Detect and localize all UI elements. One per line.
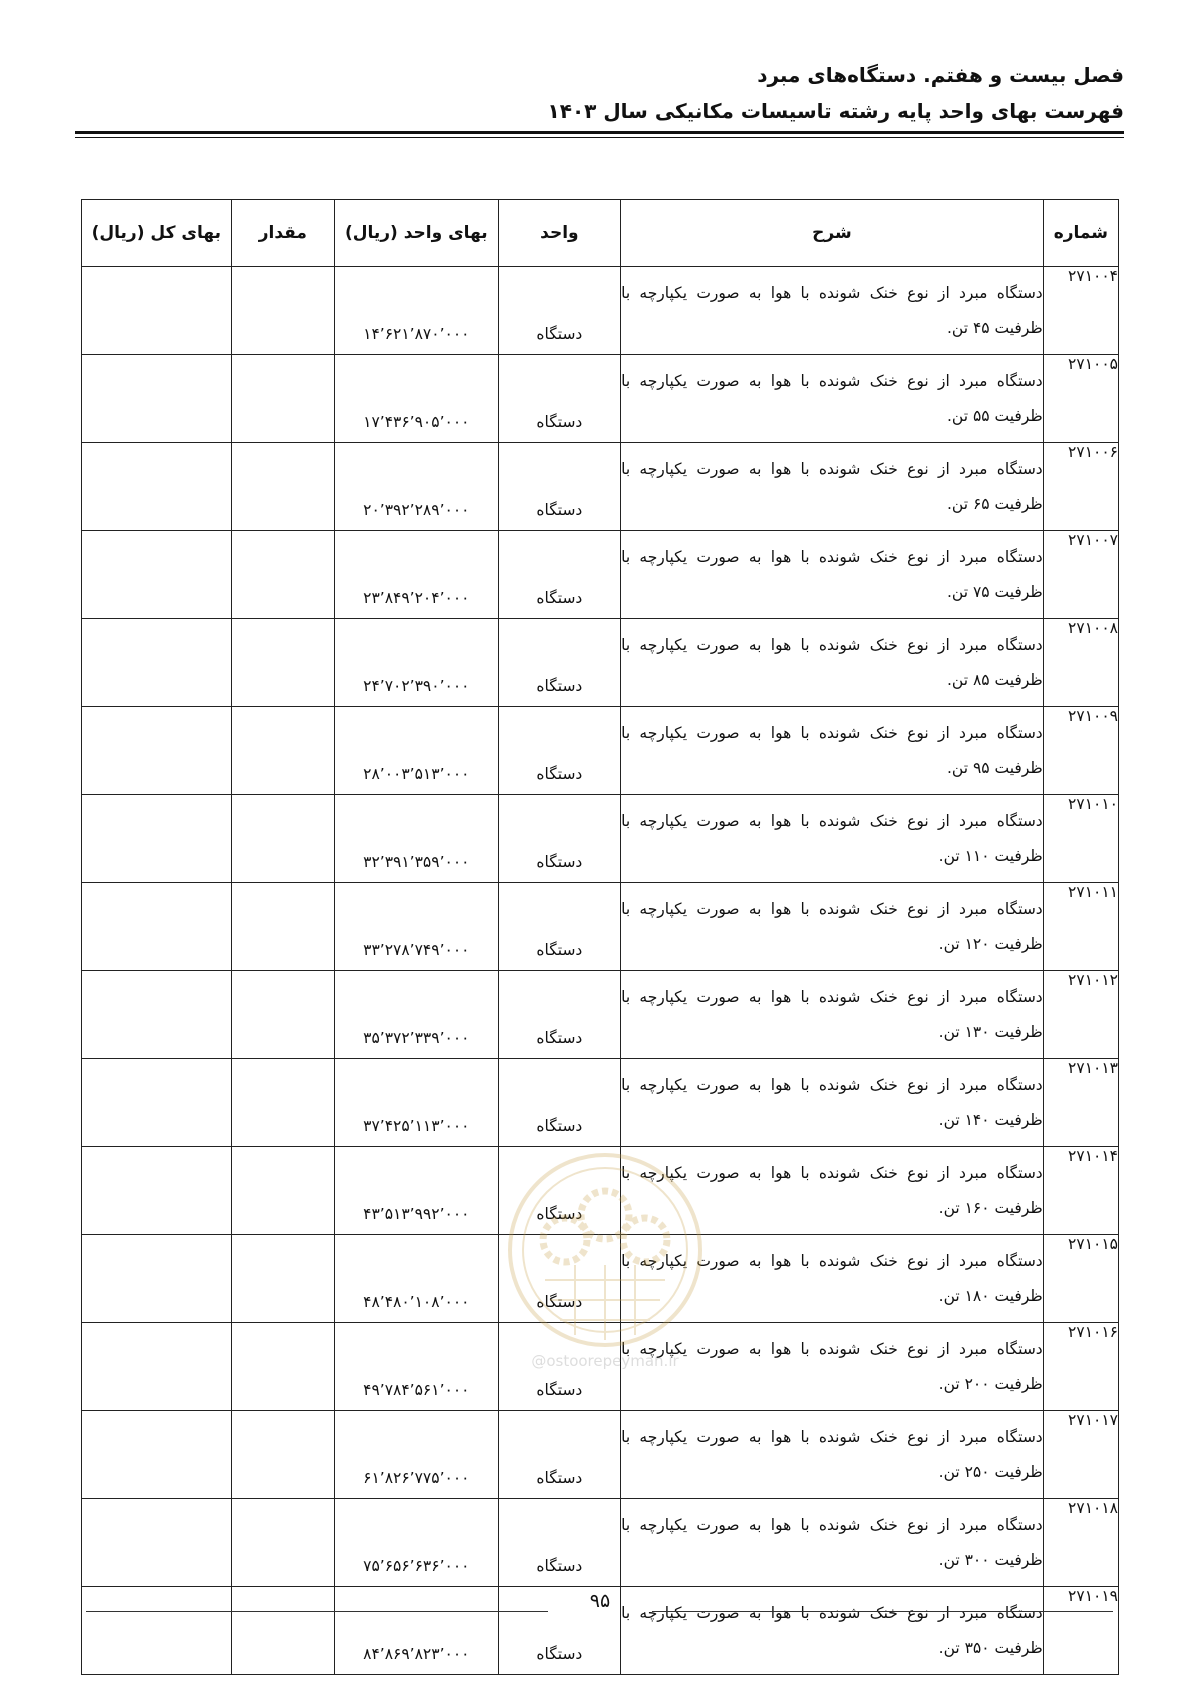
item-unit-price: ۳۲٬۳۹۱٬۳۵۹٬۰۰۰ xyxy=(335,795,499,883)
item-code: ۲۷۱۰۰۴ xyxy=(1043,267,1118,355)
item-quantity xyxy=(231,355,334,443)
item-total-price xyxy=(82,1499,232,1587)
item-total-price xyxy=(82,883,232,971)
item-quantity xyxy=(231,795,334,883)
item-quantity xyxy=(231,707,334,795)
item-unit: دستگاه xyxy=(498,1323,620,1411)
item-total-price xyxy=(82,443,232,531)
item-code: ۲۷۱۰۱۴ xyxy=(1043,1147,1118,1235)
table-row xyxy=(82,355,1119,443)
item-unit: دستگاه xyxy=(498,1499,620,1587)
item-description: دستگاه مبرد از نوع خنک شونده با هوا به صورت یکپارچه با ظرفیت ۱۸۰ تن. xyxy=(621,1235,1044,1323)
item-unit-price: ۶۱٬۸۲۶٬۷۷۵٬۰۰۰ xyxy=(335,1411,499,1499)
item-total-price xyxy=(82,531,232,619)
item-unit-price: ۲۰٬۳۹۲٬۲۸۹٬۰۰۰ xyxy=(335,443,499,531)
table-row xyxy=(82,1235,1119,1323)
item-quantity xyxy=(231,267,334,355)
item-unit: دستگاه xyxy=(498,443,620,531)
item-description: دستگاه مبرد از نوع خنک شونده با هوا به صورت یکپارچه با ظرفیت ۳۰۰ تن. xyxy=(621,1499,1044,1587)
item-code: ۲۷۱۰۰۸ xyxy=(1043,619,1118,707)
item-description: دستگاه مبرد از نوع خنک شونده با هوا به صورت یکپارچه با ظرفیت ۲۰۰ تن. xyxy=(621,1323,1044,1411)
item-code: ۲۷۱۰۰۵ xyxy=(1043,355,1118,443)
item-unit-price: ۲۴٬۷۰۲٬۳۹۰٬۰۰۰ xyxy=(335,619,499,707)
item-total-price xyxy=(82,267,232,355)
item-code: ۲۷۱۰۱۱ xyxy=(1043,883,1118,971)
item-unit: دستگاه xyxy=(498,1411,620,1499)
item-description: دستگاه مبرد از نوع خنک شونده با هوا به صورت یکپارچه با ظرفیت ۸۵ تن. xyxy=(621,619,1044,707)
item-unit-price: ۷۵٬۶۵۶٬۶۳۶٬۰۰۰ xyxy=(335,1499,499,1587)
item-unit-price: ۴۸٬۴۸۰٬۱۰۸٬۰۰۰ xyxy=(335,1235,499,1323)
item-unit-price: ۳۳٬۲۷۸٬۷۴۹٬۰۰۰ xyxy=(335,883,499,971)
item-unit-price: ۲۳٬۸۴۹٬۲۰۴٬۰۰۰ xyxy=(335,531,499,619)
item-quantity xyxy=(231,531,334,619)
item-description: دستگاه مبرد از نوع خنک شونده با هوا به صورت یکپارچه با ظرفیت ۳۵۰ تن. xyxy=(621,1587,1044,1675)
item-quantity xyxy=(231,1411,334,1499)
table-row xyxy=(82,971,1119,1059)
item-unit-price: ۸۴٬۸۶۹٬۸۲۳٬۰۰۰ xyxy=(335,1587,499,1675)
item-quantity xyxy=(231,1059,334,1147)
item-code: ۲۷۱۰۱۳ xyxy=(1043,1059,1118,1147)
item-unit: دستگاه xyxy=(498,883,620,971)
watermark-text: @ostoorepeyman.ir xyxy=(531,1352,679,1370)
item-code: ۲۷۱۰۱۰ xyxy=(1043,795,1118,883)
item-quantity xyxy=(231,1587,334,1675)
column-header-description: شرح xyxy=(621,200,1044,267)
item-total-price xyxy=(82,971,232,1059)
table-row xyxy=(82,267,1119,355)
chapter-title: فصل بیست و هفتم. دستگاه‌های مبرد xyxy=(757,63,1124,87)
item-unit: دستگاه xyxy=(498,1587,620,1675)
item-unit-price: ۴۹٬۷۸۴٬۵۶۱٬۰۰۰ xyxy=(335,1323,499,1411)
table-row xyxy=(82,619,1119,707)
item-total-price xyxy=(82,1147,232,1235)
item-unit: دستگاه xyxy=(498,1059,620,1147)
table-row xyxy=(82,795,1119,883)
item-code: ۲۷۱۰۱۲ xyxy=(1043,971,1118,1059)
item-total-price xyxy=(82,1323,232,1411)
item-unit: دستگاه xyxy=(498,971,620,1059)
header-rule-thin xyxy=(75,137,1124,138)
price-table xyxy=(81,199,1119,1675)
item-quantity xyxy=(231,971,334,1059)
table-row xyxy=(82,707,1119,795)
footer-rule-right xyxy=(652,1611,1113,1612)
item-quantity xyxy=(231,619,334,707)
item-total-price xyxy=(82,707,232,795)
item-description: دستگاه مبرد از نوع خنک شونده با هوا به صورت یکپارچه با ظرفیت ۴۵ تن. xyxy=(621,267,1044,355)
item-unit: دستگاه xyxy=(498,355,620,443)
item-total-price xyxy=(82,1587,232,1675)
item-description: دستگاه مبرد از نوع خنک شونده با هوا به صورت یکپارچه با ظرفیت ۱۳۰ تن. xyxy=(621,971,1044,1059)
item-unit-price: ۲۸٬۰۰۳٬۵۱۳٬۰۰۰ xyxy=(335,707,499,795)
item-quantity xyxy=(231,1235,334,1323)
item-unit-price: ۱۴٬۶۲۱٬۸۷۰٬۰۰۰ xyxy=(335,267,499,355)
item-code: ۲۷۱۰۱۸ xyxy=(1043,1499,1118,1587)
page-header xyxy=(64,60,1124,126)
item-description: دستگاه مبرد از نوع خنک شونده با هوا به صورت یکپارچه با ظرفیت ۱۴۰ تن. xyxy=(621,1059,1044,1147)
column-header-total-price: بهای کل (ریال) xyxy=(82,200,232,267)
item-total-price xyxy=(82,795,232,883)
item-code: ۲۷۱۰۱۹ xyxy=(1043,1587,1118,1675)
item-total-price xyxy=(82,619,232,707)
item-unit: دستگاه xyxy=(498,795,620,883)
table-row xyxy=(82,883,1119,971)
table-row xyxy=(82,531,1119,619)
item-code: ۲۷۱۰۱۶ xyxy=(1043,1323,1118,1411)
item-unit: دستگاه xyxy=(498,1147,620,1235)
header-rule-thick xyxy=(75,131,1124,134)
table-row xyxy=(82,443,1119,531)
item-description: دستگاه مبرد از نوع خنک شونده با هوا به صورت یکپارچه با ظرفیت ۱۱۰ تن. xyxy=(621,795,1044,883)
item-unit: دستگاه xyxy=(498,267,620,355)
item-description: دستگاه مبرد از نوع خنک شونده با هوا به صورت یکپارچه با ظرفیت ۷۵ تن. xyxy=(621,531,1044,619)
item-total-price xyxy=(82,1059,232,1147)
page-number: ۹۵ xyxy=(589,1590,611,1612)
item-code: ۲۷۱۰۱۷ xyxy=(1043,1411,1118,1499)
table-header-row xyxy=(82,200,1119,267)
item-description: دستگاه مبرد از نوع خنک شونده با هوا به صورت یکپارچه با ظرفیت ۲۵۰ تن. xyxy=(621,1411,1044,1499)
table-row xyxy=(82,1499,1119,1587)
item-quantity xyxy=(231,1323,334,1411)
table-body xyxy=(82,267,1119,1675)
item-unit: دستگاه xyxy=(498,707,620,795)
footer-rule-left xyxy=(86,1611,548,1612)
item-unit-price: ۳۵٬۳۷۲٬۳۳۹٬۰۰۰ xyxy=(335,971,499,1059)
column-header-unit-price: بهای واحد (ریال) xyxy=(335,200,499,267)
item-unit: دستگاه xyxy=(498,531,620,619)
item-quantity xyxy=(231,1499,334,1587)
item-description: دستگاه مبرد از نوع خنک شونده با هوا به صورت یکپارچه با ظرفیت ۹۵ تن. xyxy=(621,707,1044,795)
table-row xyxy=(82,1059,1119,1147)
item-unit: دستگاه xyxy=(498,619,620,707)
item-code: ۲۷۱۰۱۵ xyxy=(1043,1235,1118,1323)
item-quantity xyxy=(231,1147,334,1235)
item-description: دستگاه مبرد از نوع خنک شونده با هوا به صورت یکپارچه با ظرفیت ۵۵ تن. xyxy=(621,355,1044,443)
item-unit-price: ۴۳٬۵۱۳٬۹۹۲٬۰۰۰ xyxy=(335,1147,499,1235)
item-total-price xyxy=(82,355,232,443)
column-header-code: شماره xyxy=(1043,200,1118,267)
item-unit-price: ۳۷٬۴۲۵٬۱۱۳٬۰۰۰ xyxy=(335,1059,499,1147)
item-description: دستگاه مبرد از نوع خنک شونده با هوا به صورت یکپارچه با ظرفیت ۱۲۰ تن. xyxy=(621,883,1044,971)
item-unit-price: ۱۷٬۴۳۶٬۹۰۵٬۰۰۰ xyxy=(335,355,499,443)
item-description: دستگاه مبرد از نوع خنک شونده با هوا به صورت یکپارچه با ظرفیت ۶۵ تن. xyxy=(621,443,1044,531)
item-description: دستگاه مبرد از نوع خنک شونده با هوا به صورت یکپارچه با ظرفیت ۱۶۰ تن. xyxy=(621,1147,1044,1235)
document-subtitle: فهرست بهای واحد پایه رشته تاسیسات مکانیکی سال ۱۴۰۳ xyxy=(547,99,1124,123)
item-code: ۲۷۱۰۰۹ xyxy=(1043,707,1118,795)
item-code: ۲۷۱۰۰۷ xyxy=(1043,531,1118,619)
item-total-price xyxy=(82,1235,232,1323)
item-quantity xyxy=(231,883,334,971)
item-quantity xyxy=(231,443,334,531)
table-row xyxy=(82,1147,1119,1235)
column-header-quantity: مقدار xyxy=(231,200,334,267)
item-code: ۲۷۱۰۰۶ xyxy=(1043,443,1118,531)
item-total-price xyxy=(82,1411,232,1499)
column-header-unit: واحد xyxy=(498,200,620,267)
table-row xyxy=(82,1323,1119,1411)
item-unit: دستگاه xyxy=(498,1235,620,1323)
table-row xyxy=(82,1411,1119,1499)
